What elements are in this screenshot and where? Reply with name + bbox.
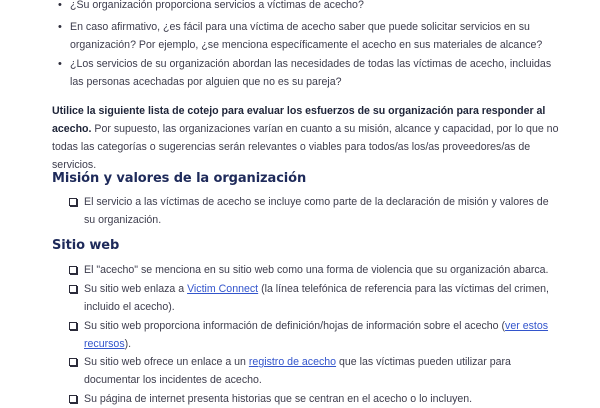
bullet-dot: • — [58, 58, 62, 70]
checklist-item — [69, 390, 549, 408]
text-segment: Su sitio web enlaza a — [84, 283, 188, 295]
section-heading-website: Sitio web — [52, 238, 120, 253]
bullet-text: En caso afirmativo, ¿es fácil para una víctima de acecho saber que puede solicitar servicios en su organización? Por ejemplo, ¿se menciona específicamente el acecho en sus materiales de alcance? — [70, 21, 543, 51]
checklist-text: El servicio a las víctimas de acecho se incluye como parte de la declaración de misión y valores de su organización. — [84, 196, 549, 226]
intro-bullet — [58, 55, 558, 91]
checklist-item — [69, 280, 549, 316]
bullet-dot: • — [58, 0, 62, 11]
checklist-text: El "acecho" se menciona en su sitio web como una forma de violencia que su organización abarca. — [84, 264, 549, 276]
bullet-dot: • — [58, 21, 62, 33]
checklist-item — [69, 193, 549, 229]
checkbox-icon[interactable] — [69, 322, 77, 330]
instruction-text: Por supuesto, las organizaciones varían en cuanto a su misión, alcance y capacidad, por lo que no todas las categorías o sugerencias serán relevantes o viables para todos/as los/as proveedores/as de servicios. — [52, 123, 559, 171]
checklist-text — [84, 353, 549, 389]
text-segment: ). — [124, 338, 132, 350]
checkbox-icon[interactable] — [69, 395, 77, 403]
checklist-text: Su página de internet presenta historias que se centran en el acecho o lo incluyen. — [84, 393, 473, 405]
text-segment: Su sitio web proporciona información de definición/hojas de información sobre el acecho ( — [84, 320, 506, 332]
checkbox-icon[interactable] — [69, 266, 77, 274]
checklist-text — [84, 317, 549, 353]
instruction-bold: Utilice la siguiente lista de cotejo para evaluar los esfuerzos de su organización para responder al acecho. — [52, 105, 546, 135]
bullet-text: ¿Su organización proporciona servicios a víctimas de acecho? — [70, 0, 364, 11]
bullet-text: ¿Los servicios de su organización abordan las necesidades de todas las víctimas de acecho, incluidas las personas acechadas por alguien que no es su pareja? — [70, 58, 552, 88]
stalking-log-link[interactable]: registro de acecho — [248, 356, 337, 368]
intro-bullet — [58, 0, 558, 14]
victim-connect-link[interactable]: Victim Connect — [187, 283, 259, 295]
checklist-item — [69, 261, 549, 279]
resources-link[interactable]: ver estos recursos — [84, 320, 549, 350]
text-segment: Su sitio web ofrece un enlace a un — [84, 356, 249, 368]
checklist-item — [69, 353, 549, 389]
text-segment: que las víctimas pueden utilizar para documentar los incidentes de acecho. — [84, 356, 511, 386]
section-heading-mission: Misión y valores de la organización — [52, 171, 307, 186]
checkbox-icon[interactable] — [69, 285, 77, 293]
checkbox-icon[interactable] — [69, 198, 77, 206]
text-segment: (la línea telefónica de referencia para las víctimas del crimen, incluido el acecho). — [84, 283, 550, 313]
intro-bullet — [58, 18, 558, 54]
instruction-paragraph — [52, 102, 562, 174]
checkbox-icon[interactable] — [69, 358, 77, 366]
checklist-item — [69, 317, 549, 353]
checklist-text — [84, 280, 549, 316]
